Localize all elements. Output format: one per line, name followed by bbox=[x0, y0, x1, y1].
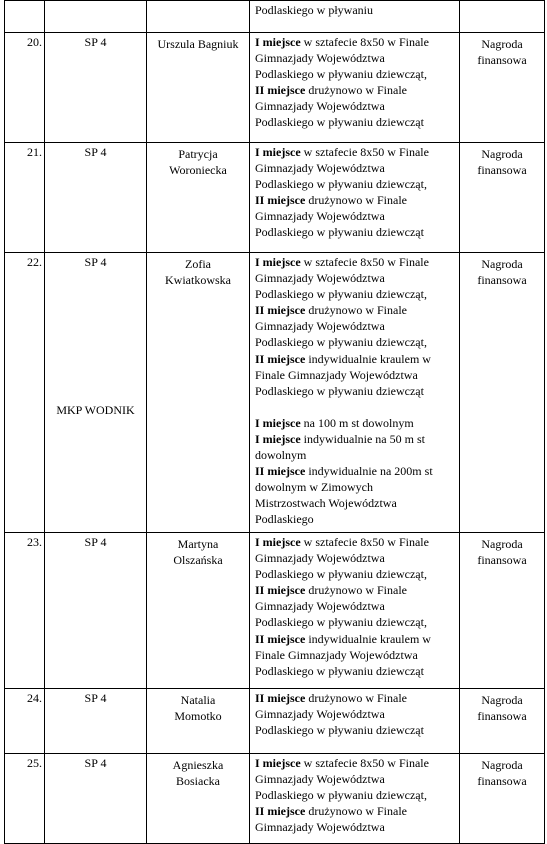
number-cell bbox=[5, 33, 45, 143]
achievement-line: indywidualnie kraulem w bbox=[305, 631, 431, 646]
award-text: finansowa bbox=[477, 553, 527, 568]
award-cell bbox=[460, 533, 545, 689]
achievement-paragraph bbox=[255, 254, 457, 302]
achievement-line: indywidualnie na 200m st bbox=[305, 464, 433, 479]
row-number: 21. bbox=[27, 145, 42, 159]
award-text: Nagroda bbox=[481, 537, 523, 551]
award-text: finansowa bbox=[477, 709, 527, 724]
achievement-line: dowolnym bbox=[255, 448, 307, 463]
student-cell bbox=[147, 143, 250, 253]
school-cell bbox=[45, 33, 147, 143]
award-text: finansowa bbox=[477, 163, 527, 178]
student-name: Patrycja bbox=[178, 147, 218, 161]
achievement-paragraph bbox=[255, 463, 457, 527]
school-name: SP 4 bbox=[84, 35, 107, 49]
achievement-line: Podlaskiego w pływaniu dziewcząt, bbox=[255, 335, 427, 350]
achievement-line: Gimnazjady Województwa bbox=[255, 161, 385, 176]
award-text: Nagroda bbox=[481, 758, 523, 772]
achievement-line: drużynowo w Finale bbox=[305, 583, 407, 598]
achievement-line: drużynowo w Finale bbox=[305, 303, 407, 318]
school-name: SP 4 bbox=[84, 255, 107, 269]
achievement-paragraph bbox=[255, 144, 457, 192]
achievement-paragraph bbox=[255, 631, 457, 679]
school-cell bbox=[45, 533, 147, 689]
achievement-line: Gimnazjady Województwa bbox=[255, 99, 385, 114]
student-name: Zofia bbox=[185, 257, 211, 271]
achievement-line: Podlaskiego w pływaniu dziewcząt, bbox=[255, 567, 427, 582]
achievement-paragraph bbox=[255, 690, 457, 738]
achievement-cell bbox=[250, 1, 460, 33]
student-name: Natalia bbox=[180, 693, 216, 707]
achievement-place: I miejsce bbox=[255, 431, 301, 446]
achievement-line: Gimnazjady Województwa bbox=[255, 319, 385, 334]
achievement-line: Podlaskiego bbox=[255, 512, 314, 527]
achievement-place: II miejsce bbox=[255, 804, 306, 819]
achievement-line: Podlaskiego w pływaniu dziewcząt, bbox=[255, 177, 427, 192]
achievement-paragraph bbox=[255, 803, 457, 835]
achievement-line: Podlaskiego w pływaniu dziewcząt bbox=[255, 723, 424, 738]
number-cell bbox=[5, 253, 45, 533]
achievement-place: I miejsce bbox=[255, 255, 301, 269]
achievement-line: drużynowo w Finale bbox=[305, 193, 407, 208]
student-name: Olszańska bbox=[173, 553, 223, 568]
achievement-line: Finale Gimnazjady Województwa bbox=[255, 367, 418, 382]
student-name: Kwiatkowska bbox=[165, 273, 231, 288]
school-cell bbox=[45, 689, 147, 754]
achievement-cell bbox=[250, 754, 460, 844]
achievement-place: I miejsce bbox=[255, 415, 301, 430]
student-name: Martyna bbox=[177, 537, 219, 551]
table-row bbox=[5, 689, 545, 754]
awards-table bbox=[4, 0, 545, 844]
achievement-paragraph bbox=[255, 582, 457, 630]
table-row bbox=[5, 33, 545, 143]
achievement-cell bbox=[250, 33, 460, 143]
achievement-place: II miejsce bbox=[255, 303, 306, 318]
school-cell bbox=[45, 1, 147, 33]
award-cell bbox=[460, 754, 545, 844]
student-name: Urszula Bagniuk bbox=[157, 37, 239, 51]
award-cell bbox=[460, 33, 545, 143]
table-row-continued bbox=[5, 1, 545, 33]
achievement-line: Podlaskiego w pływaniu dziewcząt, bbox=[255, 67, 427, 82]
achievement-line: dowolnym w Zimowych bbox=[255, 480, 373, 495]
student-name: Bosiacka bbox=[176, 774, 220, 789]
number-cell bbox=[5, 1, 45, 33]
achievement-line: Podlaskiego w pływaniu dziewcząt, bbox=[255, 615, 427, 630]
achievement-place: I miejsce bbox=[255, 35, 301, 49]
number-cell bbox=[5, 689, 45, 754]
achievement-paragraph bbox=[255, 755, 457, 803]
achievement-line: drużynowo w Finale bbox=[305, 804, 407, 819]
achievement-cell bbox=[250, 253, 460, 533]
achievement-line: Podlaskiego w pływaniu dziewcząt, bbox=[255, 287, 427, 302]
table-row bbox=[5, 143, 545, 253]
achievement-paragraph bbox=[255, 302, 457, 350]
achievement-paragraph bbox=[255, 415, 457, 431]
achievement-line: Podlaskiego w pływaniu dziewcząt bbox=[255, 225, 424, 240]
award-text: finansowa bbox=[477, 774, 527, 789]
achievement-line: drużynowo w Finale bbox=[305, 83, 407, 98]
award-text: Nagroda bbox=[481, 693, 523, 707]
achievement-paragraph bbox=[255, 82, 457, 130]
student-name: Woroniecka bbox=[169, 163, 227, 178]
achievement-line: Finale Gimnazjady Województwa bbox=[255, 647, 418, 662]
achievement-line: drużynowo w Finale bbox=[305, 691, 407, 705]
award-cell bbox=[460, 689, 545, 754]
student-cell bbox=[147, 1, 250, 33]
achievement-line: Gimnazjady Województwa bbox=[255, 772, 385, 787]
award-text: Nagroda bbox=[481, 147, 523, 161]
school-name: SP 4 bbox=[84, 691, 107, 705]
achievement-line: indywidualnie kraulem w bbox=[305, 351, 431, 366]
table-row bbox=[5, 754, 545, 844]
row-number: 23. bbox=[27, 535, 42, 549]
row-number: 22. bbox=[27, 255, 42, 269]
award-text: finansowa bbox=[477, 273, 527, 288]
student-name: Agnieszka bbox=[172, 758, 224, 772]
achievement-place: II miejsce bbox=[255, 691, 306, 705]
achievement-paragraph bbox=[255, 351, 457, 399]
achievement-cell bbox=[250, 689, 460, 754]
achievement-line: w sztafecie 8x50 w Finale bbox=[300, 756, 429, 770]
number-cell bbox=[5, 143, 45, 253]
school-name: SP 4 bbox=[84, 145, 107, 159]
achievement-line: Gimnazjady Województwa bbox=[255, 599, 385, 614]
row-number: 25. bbox=[27, 756, 42, 770]
school-name: SP 4 bbox=[84, 756, 107, 770]
achievement-line: Podlaskiego w pływaniu dziewcząt, bbox=[255, 788, 427, 803]
achievement-line: Gimnazjady Województwa bbox=[255, 551, 385, 566]
student-cell bbox=[147, 533, 250, 689]
achievement-line: w sztafecie 8x50 w Finale bbox=[300, 535, 429, 549]
achievement-place: II miejsce bbox=[255, 83, 306, 98]
achievement-line: Gimnazjady Województwa bbox=[255, 707, 385, 722]
achievement-paragraph bbox=[255, 192, 457, 240]
award-cell bbox=[460, 143, 545, 253]
achievement-line: Podlaskiego w pływaniu dziewcząt bbox=[255, 115, 424, 130]
achievement-line: Gimnazjady Województwa bbox=[255, 271, 385, 286]
award-text: finansowa bbox=[477, 53, 527, 68]
student-name: Momotko bbox=[174, 709, 222, 724]
table-row bbox=[5, 533, 545, 689]
achievement-paragraph bbox=[255, 34, 457, 82]
achievement-line: Podlaskiego w pływaniu dziewcząt bbox=[255, 383, 424, 398]
row-number: 20. bbox=[27, 35, 42, 49]
number-cell bbox=[5, 533, 45, 689]
student-cell bbox=[147, 253, 250, 533]
achievement-place: I miejsce bbox=[255, 145, 301, 159]
school-cell bbox=[45, 253, 147, 533]
student-cell bbox=[147, 689, 250, 754]
achievement-line: w sztafecie 8x50 w Finale bbox=[300, 145, 429, 159]
achievement-line: Podlaskiego w pływaniu dziewcząt bbox=[255, 663, 424, 678]
achievement-place: II miejsce bbox=[255, 583, 306, 598]
table-row bbox=[5, 253, 545, 533]
award-cell bbox=[460, 253, 545, 533]
award-text: Nagroda bbox=[481, 257, 523, 271]
achievement-line: w sztafecie 8x50 w Finale bbox=[300, 255, 429, 269]
student-cell bbox=[147, 33, 250, 143]
row-number: 24. bbox=[27, 691, 42, 705]
achievement-place: I miejsce bbox=[255, 535, 301, 549]
achievement-line: Gimnazjady Województwa bbox=[255, 51, 385, 66]
achievement-place: II miejsce bbox=[255, 351, 306, 366]
achievement-paragraph bbox=[255, 431, 457, 463]
achievement-place: I miejsce bbox=[255, 756, 301, 770]
achievement-line: indywidualnie na 50 m st bbox=[300, 431, 425, 446]
club-name: MKP WODNIK bbox=[56, 403, 135, 417]
achievement-place: II miejsce bbox=[255, 193, 306, 208]
school-name: SP 4 bbox=[84, 535, 107, 549]
achievement-cell bbox=[250, 143, 460, 253]
achievement-text: Podlaskiego w pływaniu bbox=[255, 3, 373, 17]
achievement-place: II miejsce bbox=[255, 464, 306, 479]
achievement-line: w sztafecie 8x50 w Finale bbox=[300, 35, 429, 49]
achievement-line: Gimnazjady Województwa bbox=[255, 209, 385, 224]
school-cell bbox=[45, 754, 147, 844]
number-cell bbox=[5, 754, 45, 844]
achievement-cell bbox=[250, 533, 460, 689]
student-cell bbox=[147, 754, 250, 844]
school-cell bbox=[45, 143, 147, 253]
achievement-line: Mistrzostwach Województwa bbox=[255, 496, 397, 511]
achievement-line: Gimnazjady Województwa bbox=[255, 820, 385, 835]
award-cell bbox=[460, 1, 545, 33]
award-text: Nagroda bbox=[481, 37, 523, 51]
achievement-line: na 100 m st dowolnym bbox=[300, 415, 414, 430]
achievement-place: II miejsce bbox=[255, 631, 306, 646]
paragraph-gap bbox=[255, 399, 457, 415]
achievement-paragraph bbox=[255, 534, 457, 582]
